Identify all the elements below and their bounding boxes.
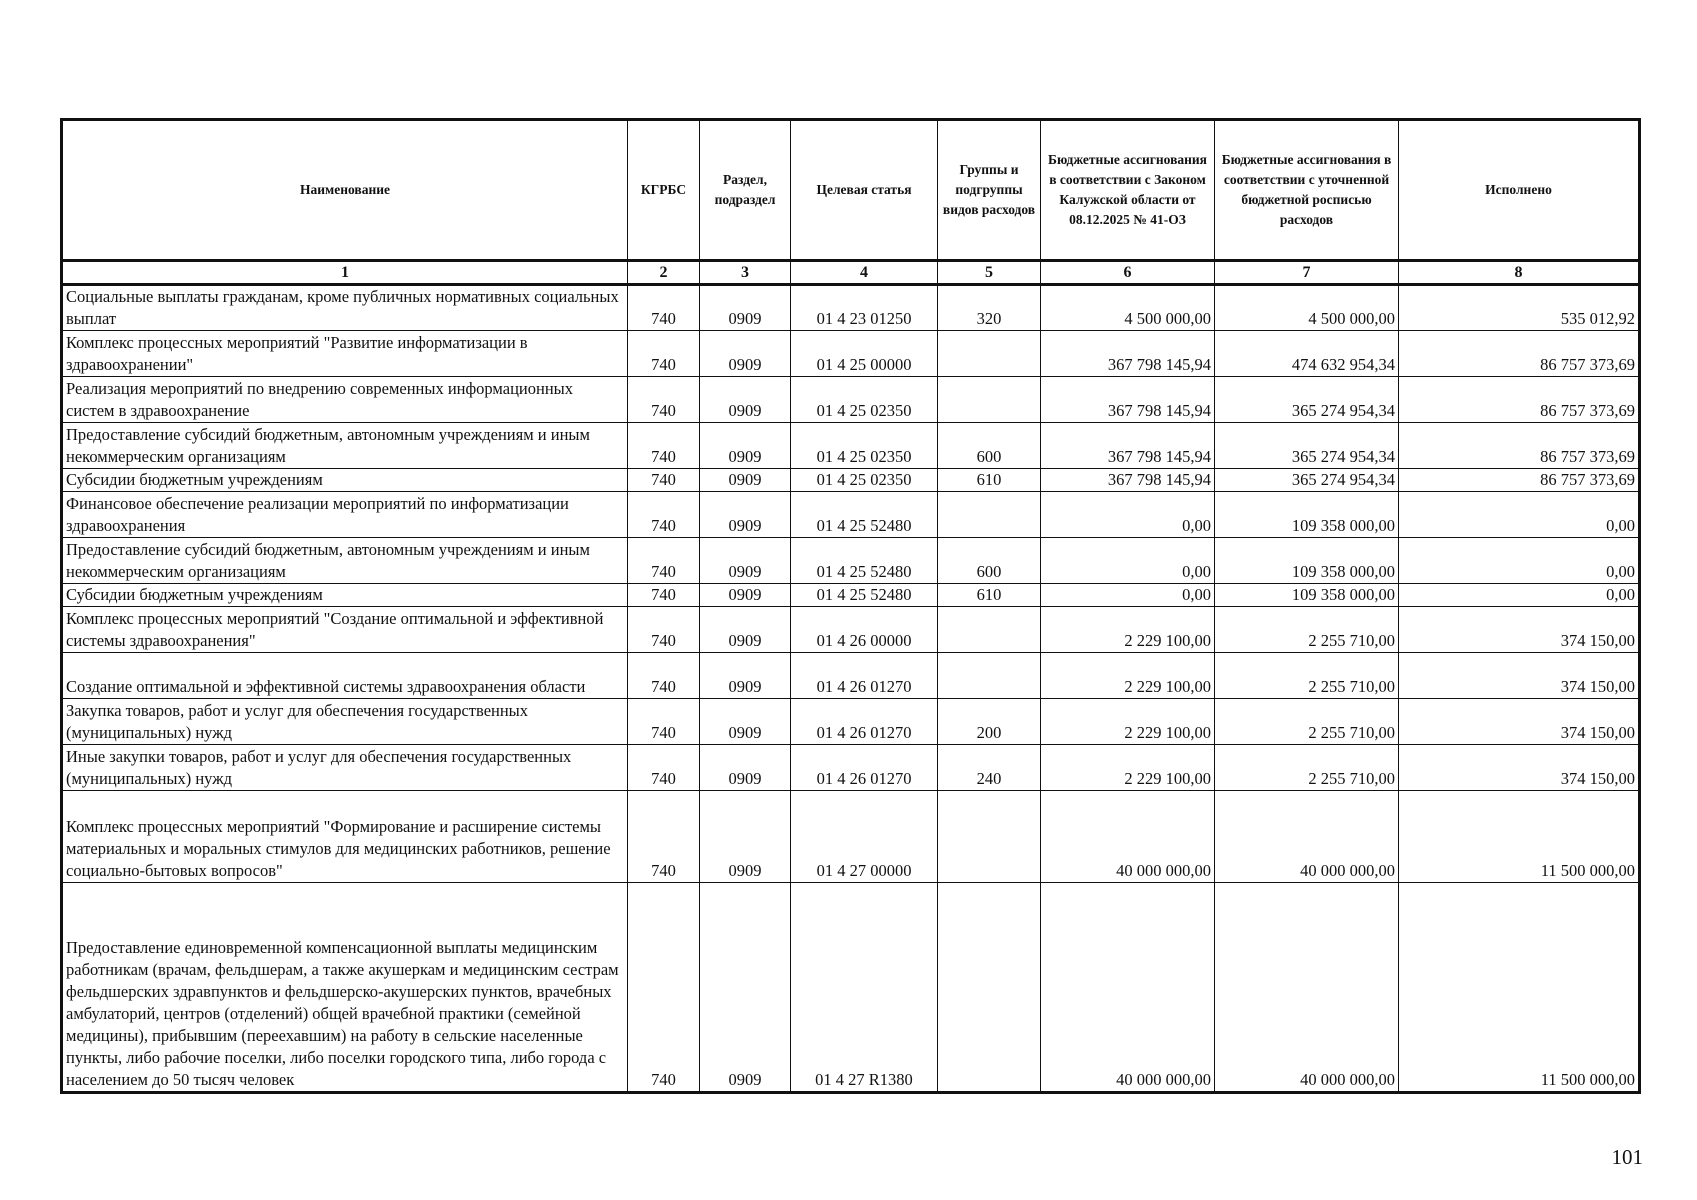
row-executed-amount: 374 150,00 bbox=[1399, 653, 1640, 699]
column-number: 3 bbox=[700, 261, 791, 285]
row-law-amount: 40 000 000,00 bbox=[1041, 791, 1215, 883]
row-section: 0909 bbox=[700, 469, 791, 492]
row-target-article: 01 4 23 01250 bbox=[791, 285, 938, 331]
row-section: 0909 bbox=[700, 331, 791, 377]
table-row bbox=[62, 653, 1640, 699]
row-law-amount: 367 798 145,94 bbox=[1041, 377, 1215, 423]
row-refined-amount: 2 255 710,00 bbox=[1215, 699, 1399, 745]
row-section: 0909 bbox=[700, 791, 791, 883]
row-executed-amount: 11 500 000,00 bbox=[1399, 791, 1640, 883]
row-kgrbs: 740 bbox=[628, 423, 700, 469]
header-expense-group: Группы и подгруппы видов расходов bbox=[938, 120, 1041, 261]
row-kgrbs: 740 bbox=[628, 791, 700, 883]
row-expense-group: 320 bbox=[938, 285, 1041, 331]
row-expense-group: 200 bbox=[938, 699, 1041, 745]
row-name: Реализация мероприятий по внедрению современных информационных систем в здравоохранение bbox=[62, 377, 628, 423]
table-row bbox=[62, 745, 1640, 791]
row-name: Предоставление субсидий бюджетным, автономным учреждениям и иным некоммерческим организациям bbox=[62, 538, 628, 584]
row-target-article: 01 4 27 R1380 bbox=[791, 883, 938, 1093]
row-section: 0909 bbox=[700, 653, 791, 699]
row-name: Предоставление единовременной компенсационной выплаты медицинским работникам (врачам, фельдшерам, а также акушеркам и медицинским сестрам фельдшерских здравпунктов и фельдшерско-акушерских пунктов, врачебных амбулаторий, центров (отделений) общей врачебной практики (семейной медицины), прибывшим (переехавшим) на работу в сельские населенные пункты, либо рабочие поселки, либо поселки городского типа, либо города с населением до 50 тысяч человек bbox=[62, 883, 628, 1093]
row-target-article: 01 4 27 00000 bbox=[791, 791, 938, 883]
column-number: 1 bbox=[62, 261, 628, 285]
row-refined-amount: 40 000 000,00 bbox=[1215, 883, 1399, 1093]
header-refined-allocations: Бюджетные ассигнования в соответствии с уточненной бюджетной росписью расходов bbox=[1215, 120, 1399, 261]
header-section: Раздел, подраздел bbox=[700, 120, 791, 261]
column-number: 2 bbox=[628, 261, 700, 285]
row-target-article: 01 4 25 52480 bbox=[791, 492, 938, 538]
row-executed-amount: 11 500 000,00 bbox=[1399, 883, 1640, 1093]
row-section: 0909 bbox=[700, 492, 791, 538]
row-name: Создание оптимальной и эффективной системы здравоохранения области bbox=[62, 653, 628, 699]
row-kgrbs: 740 bbox=[628, 538, 700, 584]
row-refined-amount: 109 358 000,00 bbox=[1215, 492, 1399, 538]
row-refined-amount: 4 500 000,00 bbox=[1215, 285, 1399, 331]
row-name: Финансовое обеспечение реализации мероприятий по информатизации здравоохранения bbox=[62, 492, 628, 538]
row-target-article: 01 4 25 00000 bbox=[791, 331, 938, 377]
row-kgrbs: 740 bbox=[628, 883, 700, 1093]
row-name: Субсидии бюджетным учреждениям bbox=[62, 469, 628, 492]
row-expense-group: 240 bbox=[938, 745, 1041, 791]
row-kgrbs: 740 bbox=[628, 699, 700, 745]
row-expense-group: 610 bbox=[938, 469, 1041, 492]
row-section: 0909 bbox=[700, 699, 791, 745]
row-executed-amount: 86 757 373,69 bbox=[1399, 423, 1640, 469]
row-expense-group: 600 bbox=[938, 538, 1041, 584]
row-name: Предоставление субсидий бюджетным, автономным учреждениям и иным некоммерческим организациям bbox=[62, 423, 628, 469]
row-target-article: 01 4 25 02350 bbox=[791, 423, 938, 469]
row-target-article: 01 4 25 52480 bbox=[791, 538, 938, 584]
table-row bbox=[62, 791, 1640, 883]
row-law-amount: 2 229 100,00 bbox=[1041, 653, 1215, 699]
row-refined-amount: 365 274 954,34 bbox=[1215, 377, 1399, 423]
table-row bbox=[62, 699, 1640, 745]
row-target-article: 01 4 25 02350 bbox=[791, 377, 938, 423]
row-section: 0909 bbox=[700, 607, 791, 653]
row-executed-amount: 374 150,00 bbox=[1399, 699, 1640, 745]
row-refined-amount: 2 255 710,00 bbox=[1215, 607, 1399, 653]
row-law-amount: 4 500 000,00 bbox=[1041, 285, 1215, 331]
row-executed-amount: 0,00 bbox=[1399, 584, 1640, 607]
row-refined-amount: 109 358 000,00 bbox=[1215, 538, 1399, 584]
row-kgrbs: 740 bbox=[628, 653, 700, 699]
table-row bbox=[62, 538, 1640, 584]
row-executed-amount: 0,00 bbox=[1399, 538, 1640, 584]
table-row bbox=[62, 331, 1640, 377]
row-law-amount: 2 229 100,00 bbox=[1041, 607, 1215, 653]
budget-execution-table bbox=[60, 118, 1641, 1094]
table-row bbox=[62, 883, 1640, 1093]
row-executed-amount: 374 150,00 bbox=[1399, 607, 1640, 653]
header-law-allocations: Бюджетные ассигнования в соответствии с Законом Калужской области от 08.12.2025 № 41-ОЗ bbox=[1041, 120, 1215, 261]
table-row bbox=[62, 584, 1640, 607]
row-expense-group bbox=[938, 791, 1041, 883]
row-section: 0909 bbox=[700, 285, 791, 331]
row-expense-group: 600 bbox=[938, 423, 1041, 469]
table-row bbox=[62, 492, 1640, 538]
row-expense-group bbox=[938, 883, 1041, 1093]
table-row bbox=[62, 377, 1640, 423]
row-executed-amount: 86 757 373,69 bbox=[1399, 331, 1640, 377]
row-expense-group: 610 bbox=[938, 584, 1041, 607]
row-kgrbs: 740 bbox=[628, 607, 700, 653]
column-number-row bbox=[62, 261, 1640, 285]
row-expense-group bbox=[938, 331, 1041, 377]
row-target-article: 01 4 26 00000 bbox=[791, 607, 938, 653]
row-target-article: 01 4 25 52480 bbox=[791, 584, 938, 607]
row-target-article: 01 4 25 02350 bbox=[791, 469, 938, 492]
row-expense-group bbox=[938, 492, 1041, 538]
budget-table-sheet bbox=[60, 118, 1638, 1094]
row-refined-amount: 474 632 954,34 bbox=[1215, 331, 1399, 377]
row-name: Иные закупки товаров, работ и услуг для обеспечения государственных (муниципальных) нужд bbox=[62, 745, 628, 791]
row-section: 0909 bbox=[700, 883, 791, 1093]
row-kgrbs: 740 bbox=[628, 285, 700, 331]
row-expense-group bbox=[938, 607, 1041, 653]
row-target-article: 01 4 26 01270 bbox=[791, 699, 938, 745]
row-law-amount: 367 798 145,94 bbox=[1041, 331, 1215, 377]
row-refined-amount: 365 274 954,34 bbox=[1215, 423, 1399, 469]
row-name: Социальные выплаты гражданам, кроме публичных нормативных социальных выплат bbox=[62, 285, 628, 331]
header-executed: Исполнено bbox=[1399, 120, 1640, 261]
column-number: 8 bbox=[1399, 261, 1640, 285]
table-row bbox=[62, 423, 1640, 469]
row-kgrbs: 740 bbox=[628, 584, 700, 607]
header-kgrbs: КГРБС bbox=[628, 120, 700, 261]
row-executed-amount: 86 757 373,69 bbox=[1399, 469, 1640, 492]
row-section: 0909 bbox=[700, 584, 791, 607]
table-row bbox=[62, 607, 1640, 653]
row-target-article: 01 4 26 01270 bbox=[791, 653, 938, 699]
row-executed-amount: 535 012,92 bbox=[1399, 285, 1640, 331]
row-section: 0909 bbox=[700, 538, 791, 584]
row-law-amount: 0,00 bbox=[1041, 584, 1215, 607]
row-law-amount: 367 798 145,94 bbox=[1041, 469, 1215, 492]
header-row bbox=[62, 120, 1640, 261]
row-kgrbs: 740 bbox=[628, 745, 700, 791]
row-law-amount: 2 229 100,00 bbox=[1041, 699, 1215, 745]
row-executed-amount: 0,00 bbox=[1399, 492, 1640, 538]
row-executed-amount: 86 757 373,69 bbox=[1399, 377, 1640, 423]
row-name: Комплекс процессных мероприятий "Создание оптимальной и эффективной системы здравоохранения" bbox=[62, 607, 628, 653]
table-row bbox=[62, 285, 1640, 331]
row-kgrbs: 740 bbox=[628, 331, 700, 377]
header-name: Наименование bbox=[62, 120, 628, 261]
row-kgrbs: 740 bbox=[628, 469, 700, 492]
row-refined-amount: 2 255 710,00 bbox=[1215, 653, 1399, 699]
header-target-article: Целевая статья bbox=[791, 120, 938, 261]
row-section: 0909 bbox=[700, 377, 791, 423]
row-executed-amount: 374 150,00 bbox=[1399, 745, 1640, 791]
row-name: Комплекс процессных мероприятий "Развитие информатизации в здравоохранении" bbox=[62, 331, 628, 377]
column-number: 7 bbox=[1215, 261, 1399, 285]
column-number: 4 bbox=[791, 261, 938, 285]
row-law-amount: 0,00 bbox=[1041, 538, 1215, 584]
table-row bbox=[62, 469, 1640, 492]
row-law-amount: 2 229 100,00 bbox=[1041, 745, 1215, 791]
row-refined-amount: 40 000 000,00 bbox=[1215, 791, 1399, 883]
page-number: 101 bbox=[1611, 1145, 1643, 1169]
row-refined-amount: 109 358 000,00 bbox=[1215, 584, 1399, 607]
row-name: Субсидии бюджетным учреждениям bbox=[62, 584, 628, 607]
row-name: Комплекс процессных мероприятий "Формирование и расширение системы материальных и моральных стимулов для медицинских работников, решение социально-бытовых вопросов" bbox=[62, 791, 628, 883]
column-number: 5 bbox=[938, 261, 1041, 285]
row-target-article: 01 4 26 01270 bbox=[791, 745, 938, 791]
row-refined-amount: 365 274 954,34 bbox=[1215, 469, 1399, 492]
row-name: Закупка товаров, работ и услуг для обеспечения государственных (муниципальных) нужд bbox=[62, 699, 628, 745]
row-kgrbs: 740 bbox=[628, 492, 700, 538]
row-section: 0909 bbox=[700, 745, 791, 791]
row-law-amount: 367 798 145,94 bbox=[1041, 423, 1215, 469]
row-refined-amount: 2 255 710,00 bbox=[1215, 745, 1399, 791]
row-section: 0909 bbox=[700, 423, 791, 469]
row-law-amount: 40 000 000,00 bbox=[1041, 883, 1215, 1093]
column-number: 6 bbox=[1041, 261, 1215, 285]
row-expense-group bbox=[938, 653, 1041, 699]
row-kgrbs: 740 bbox=[628, 377, 700, 423]
row-expense-group bbox=[938, 377, 1041, 423]
row-law-amount: 0,00 bbox=[1041, 492, 1215, 538]
